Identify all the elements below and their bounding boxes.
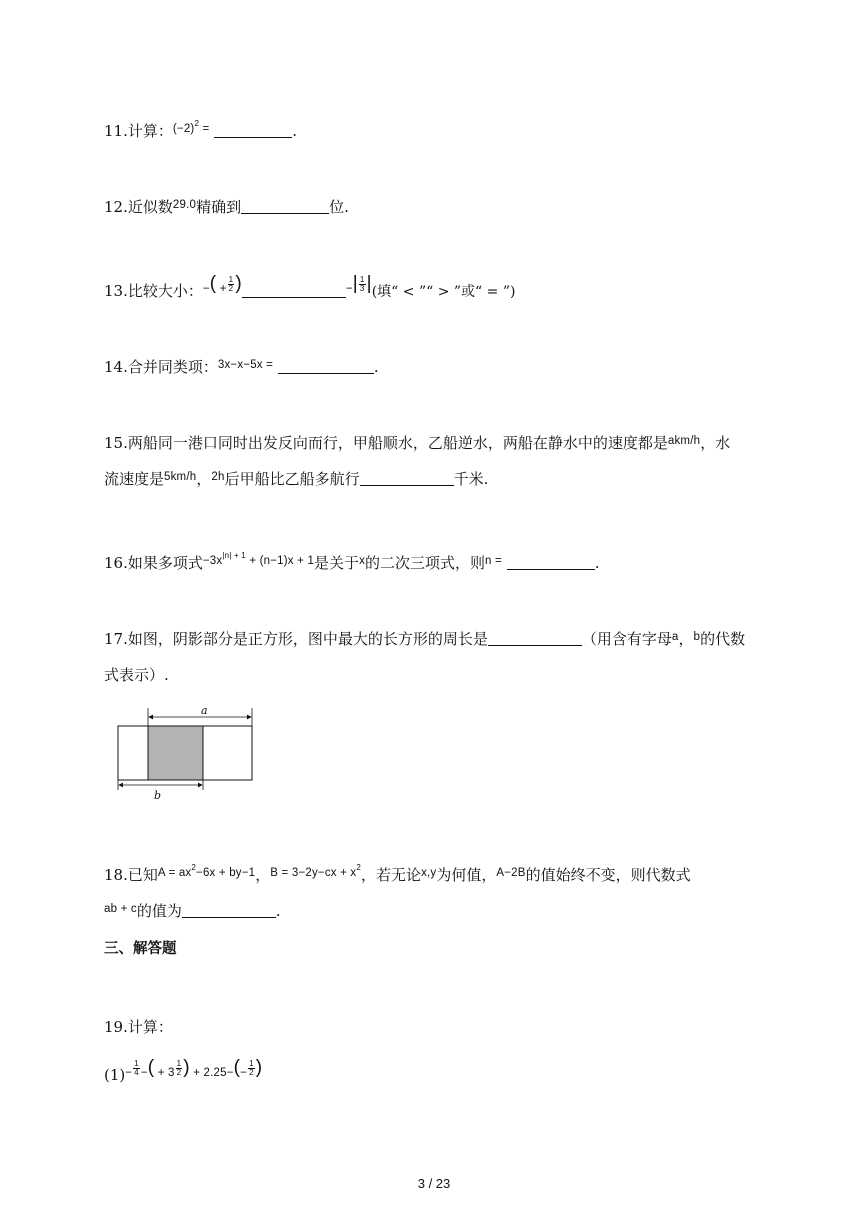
math-expression: (−2)2 = [172,119,210,135]
question-number: 15. [104,434,128,452]
question-number: 12. [104,198,128,216]
answer-blank [488,630,582,646]
question-11: 11.计算：$^{(-2)^2 =}$ . [104,119,297,140]
question-18-line1: 18.已知$^{A = ax^2-6x + by-1}$，$^{B = 3-2y-cx + x^2}$，若无论$^{x,y}$为何值，$^{A-2B}$的值始终不变，则代数式 [104,863,691,884]
answer-blank [360,470,454,486]
question-number: 18. [104,866,128,884]
math-A: A = ax2−6x + by−1 [157,863,256,879]
question-number: 16. [104,554,128,572]
rectangle-figure [112,700,262,804]
shaded-square [148,726,203,780]
question-16: 16.如果多项式$^{-3x^{|n| + 1} + (n-1)x + 1}$是关于$^x$的二次三项式，则$^{n =}$ . [104,551,600,572]
question-15-line2: 流速度是$^{5km/h}$，$^{2h}$后甲船比乙船多航行 千米. [104,470,489,488]
answer-blank [241,198,329,214]
section-title: 三、解答题 [104,941,177,957]
question-number: 11. [104,122,128,140]
label-a: a [201,704,208,717]
math-expression: −3x|n| + 1 + (n−1)x + 1 [202,551,315,567]
label-b: b [154,789,162,802]
question-number: 17. [104,630,128,648]
math-lhs: −( + 1 2 ) [202,273,242,295]
question-13: 13.比较大小：$^{-( + \frac{1}{2} )}$ $^{-| \frac{1}{3} |}$(填“ < ”“ > ”或“ = ”) [104,273,516,300]
question-19-part1 [104,1057,263,1088]
question-14: 14.合并同类项：$^{3x-x-5x =}$ . [104,358,379,376]
answer-blank [182,902,276,918]
question-17-line1: 17.如图，阴影部分是正方形，图中最大的长方形的周长是 （用含有字母$^a$，$^b$的代数 [104,630,746,648]
math-expression: − 1 4 −( + 3 1 2 ) + 2.25−(− 1 2 ) [125,1057,263,1079]
answer-blank [507,554,595,570]
answer-blank [242,282,346,298]
math-B: B = 3−2y−cx + x2 [270,863,362,879]
question-label: 计算： [127,122,173,140]
answer-blank [278,358,374,374]
question-15-line1: 15.两船同一港口同时出发反向而行，甲船顺水，乙船逆水，两船在静水中的速度都是$^{akm/h}$，水 [104,434,731,452]
question-number: 13. [104,282,128,300]
math-expression: 3x−x−5x = [217,359,274,371]
question-17-line2: 式表示）. [104,666,169,684]
math-value: 29.0 [172,199,197,211]
question-19: 19.计算： [104,1018,173,1036]
answer-blank [214,122,292,138]
question-number: 19. [104,1018,128,1036]
question-18-line2: $^{ab + c}$的值为 . [104,902,281,920]
question-number: 14. [104,358,128,376]
question-12: 12.近似数$^{29.0}$精确到 位. [104,198,349,216]
page-number: 3 / 23 [417,1176,451,1191]
sub-question-number: (1) [104,1066,126,1084]
math-rhs: −| 1 3 | [345,273,372,295]
